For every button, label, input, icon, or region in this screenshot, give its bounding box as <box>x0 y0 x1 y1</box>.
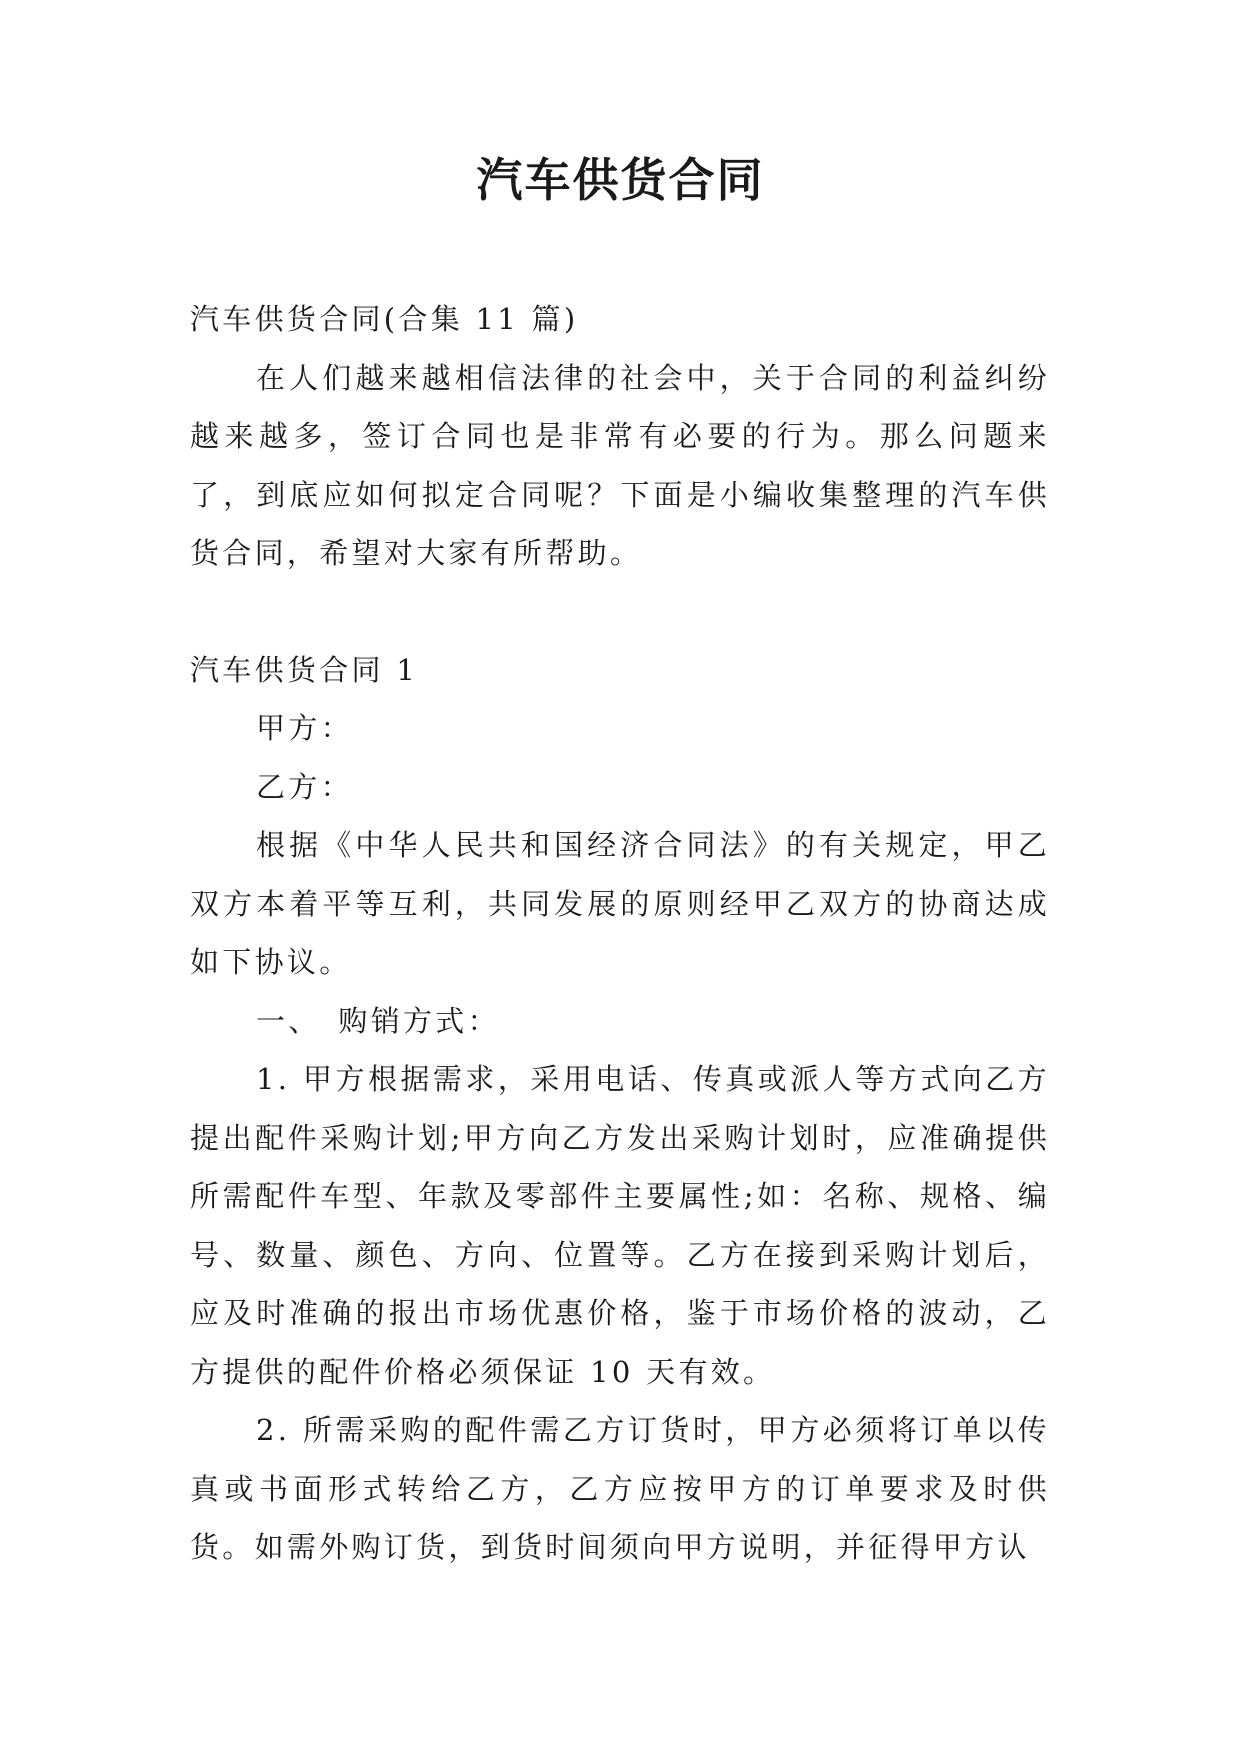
document-subtitle: 汽车供货合同(合集 11 篇) <box>190 302 579 336</box>
preamble-paragraph: 根据《中华人民共和国经济合同法》的有关规定，甲乙双方本着平等互利，共同发展的原则经甲乙双方的协商达成如下协议。 <box>190 828 1050 979</box>
party-a-line: 甲方： <box>256 711 353 745</box>
intro-paragraph: 在人们越来越相信法律的社会中，关于合同的利益纠纷越来越多，签订合同也是非常有必要的行为。那么问题来了，到底应如何拟定合同呢？下面是小编收集整理的汽车供货合同，希望对大家有所帮助。 <box>190 360 1050 570</box>
document-body <box>190 290 1050 1577</box>
section-heading: 汽车供货合同 1 <box>190 652 419 687</box>
document-title: 汽车供货合同 <box>476 153 765 207</box>
clause-one-heading: 一、 购销方式： <box>256 1003 500 1038</box>
clause-1-1-paragraph: 1. 甲方根据需求，采用电话、传真或派人等方式向乙方提出配件采购计划;甲方向乙方发出采购计划时，应准确提供所需配件车型、年款及零部件主要属性;如：名称、规格、编号、数量、颜色、方向、位置等。乙方在接到采购计划后，应及时准确的报出市场优惠价格，鉴于市场价格的波动，乙方提供的配件价格必须保证 10 天有效。 <box>190 1062 1050 1389</box>
paragraph-gap <box>190 583 1050 641</box>
party-b-line: 乙方： <box>256 769 353 804</box>
clause-1-2-paragraph: 2. 所需采购的配件需乙方订货时，甲方必须将订单以传真或书面形式转给乙方，乙方应按甲方的订单要求及时供货。如需外购订货，到货时间须向甲方说明，并征得甲方认 <box>190 1413 1050 1564</box>
